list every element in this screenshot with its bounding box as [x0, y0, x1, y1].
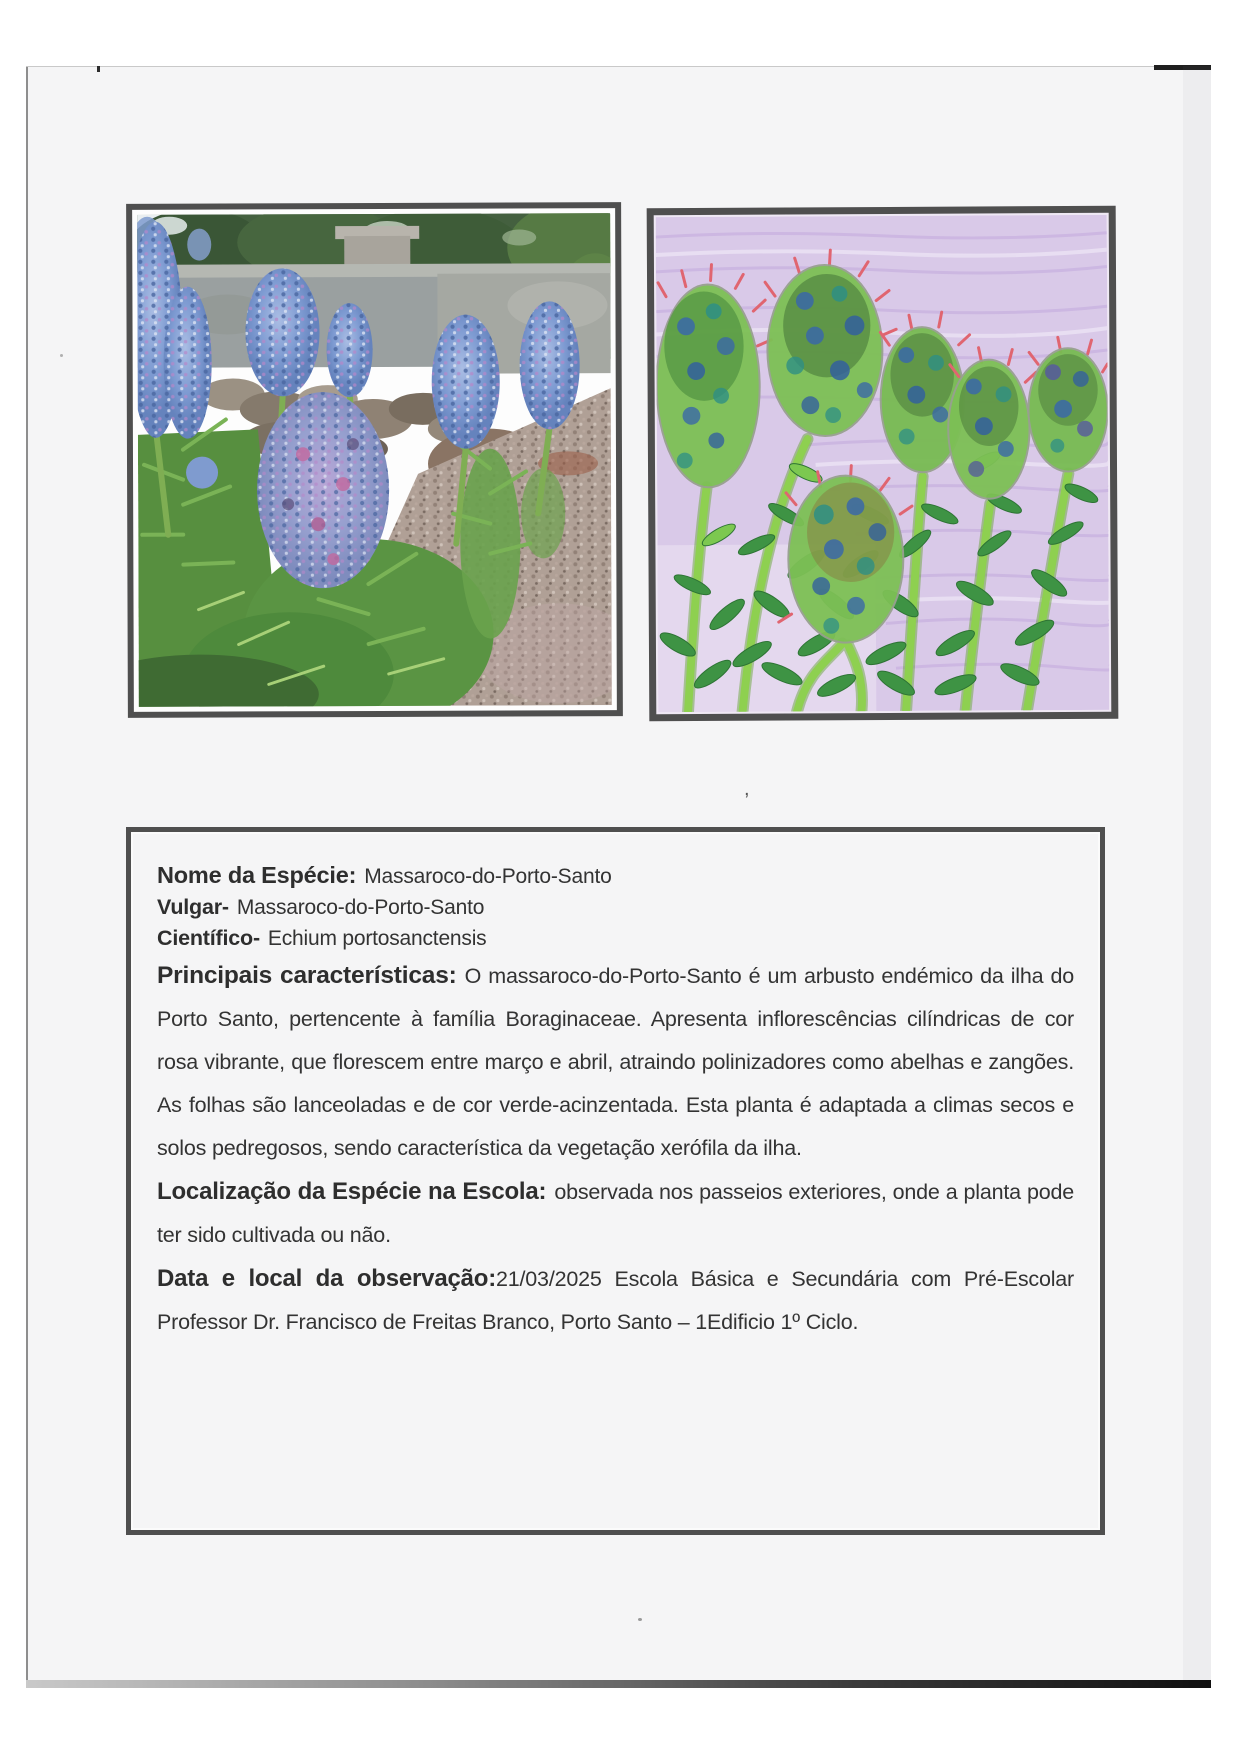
vulgar-name-row: [157, 892, 1074, 923]
scan-speck-dot: [638, 1618, 642, 1621]
vulgar-value: Massaroco-do-Porto-Santo: [236, 896, 485, 919]
date-place-paragraph: [157, 1257, 1074, 1344]
paper-top-edge-line: [26, 66, 1211, 67]
flower-head-large: [257, 392, 390, 588]
vulgar-label: Vulgar-: [157, 895, 229, 919]
date-place-value: 21/03/2025 Escola Básica e Secundária com Pré-Escolar Professor Dr. Francisco de Freitas Branco, Porto Santo – 1Edificio 1º Ciclo.: [157, 1267, 1074, 1334]
flower-cone: [326, 303, 372, 397]
location-paragraph: [157, 1170, 1074, 1257]
photo-massaroco: [137, 213, 612, 707]
scientific-label: Científico-: [157, 926, 260, 950]
species-name-label: Nome da Espécie:: [157, 862, 357, 888]
characteristics-text: O massaroco-do-Porto-Santo é um arbusto endémico da ilha do Porto Santo, pertencente à família Boraginaceae. Apresenta inflorescências cilíndricas de cor rosa vibrante, que florescem entre março e abril, atraindo polinizadores como abelhas e zangões. As folhas são lanceoladas e de cor verde-acinzentada. Esta planta é adaptada a climas secos e solos pedregosos, sendo característica da vegetação xerófila da ilha.: [157, 964, 1074, 1160]
characteristics-label: Principais características:: [157, 962, 457, 989]
scientific-value: Echium portosanctensis: [267, 927, 487, 950]
species-info-box: [126, 827, 1105, 1535]
drawing-massaroco: [656, 215, 1110, 712]
location-text: observada nos passeios exteriores, onde a planta pode ter sido cultivada ou não.: [157, 1180, 1074, 1247]
flower-bud: [186, 457, 218, 489]
scanned-paper: [26, 66, 1211, 1688]
paper-right-shadow: [1183, 66, 1211, 1688]
species-name-row: [157, 860, 1074, 892]
location-label: Localização da Espécie na Escola:: [157, 1178, 547, 1205]
characteristics-paragraph: [157, 954, 1074, 1170]
species-name-value: Massaroco-do-Porto-Santo: [364, 865, 612, 888]
scan-speck-dot: [60, 354, 63, 357]
flower-cone: [245, 268, 319, 396]
scan-artifact-mark: [97, 66, 100, 72]
flower-cone: [431, 315, 499, 449]
paper-bottom-edge-shadow: [26, 1680, 1211, 1688]
paper-left-edge-shadow: [26, 66, 28, 1688]
photo-massaroco-frame: [126, 202, 623, 718]
flower-cone: [519, 301, 579, 429]
scan-speck-comma: ,: [744, 778, 750, 800]
drawing-massaroco-frame: [647, 206, 1119, 721]
scientific-name-row: [157, 923, 1074, 954]
date-place-label: Data e local da observação:: [157, 1265, 497, 1292]
